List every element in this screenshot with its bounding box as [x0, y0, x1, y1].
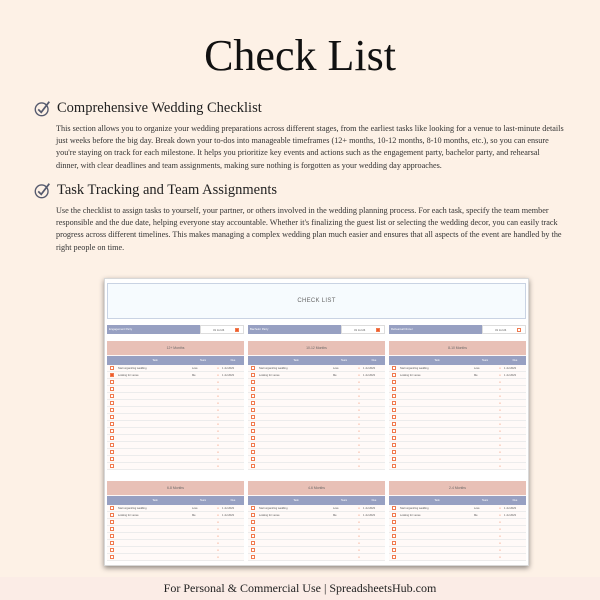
task-checkbox[interactable]: [251, 373, 255, 377]
task-checkbox[interactable]: [110, 555, 114, 559]
table-row: [248, 519, 385, 526]
dropdown-arrow-icon[interactable]: ▾: [217, 527, 219, 531]
table-row: [107, 505, 244, 512]
task-checkbox[interactable]: [110, 429, 114, 433]
dropdown-arrow-icon[interactable]: ▾: [358, 401, 360, 405]
dropdown-arrow-icon[interactable]: ▾: [499, 555, 501, 559]
table-row: [248, 414, 385, 421]
dropdown-arrow-icon[interactable]: ▾: [499, 408, 501, 412]
table-row: [107, 449, 244, 456]
task-checkbox[interactable]: [392, 380, 396, 384]
task-checkbox[interactable]: [251, 408, 255, 412]
dropdown-arrow-icon[interactable]: ▾: [499, 387, 501, 391]
table-row: [107, 442, 244, 449]
task-checkbox[interactable]: [110, 450, 114, 454]
task-cell[interactable]: Looking for venue: [400, 373, 421, 377]
table-row: [248, 505, 385, 512]
table-row: [107, 428, 244, 435]
task-checkbox[interactable]: [110, 401, 114, 405]
column-header: Task Team Due: [107, 496, 244, 505]
dropdown-arrow-icon[interactable]: ▾: [358, 513, 360, 517]
table-row: [248, 442, 385, 449]
due-cell[interactable]: 1 Jul 2023: [363, 506, 375, 510]
task-checkbox[interactable]: [251, 366, 255, 370]
table-row: [107, 421, 244, 428]
task-checkbox[interactable]: [392, 555, 396, 559]
task-checkbox[interactable]: [392, 415, 396, 419]
dropdown-arrow-icon[interactable]: ▾: [217, 394, 219, 398]
table-row: [389, 442, 526, 449]
team-cell[interactable]: Me: [474, 513, 478, 517]
task-checkbox[interactable]: [392, 408, 396, 412]
task-checkbox[interactable]: [251, 401, 255, 405]
table-row: [248, 435, 385, 442]
due-cell[interactable]: 1 Jul 2023: [363, 373, 375, 377]
table-row: [248, 386, 385, 393]
task-checkbox[interactable]: [110, 366, 114, 370]
dropdown-arrow-icon[interactable]: ▾: [358, 380, 360, 384]
task-checkbox[interactable]: [110, 422, 114, 426]
dropdown-arrow-icon[interactable]: ▾: [217, 366, 219, 370]
team-cell[interactable]: Me: [474, 373, 478, 377]
table-row: [248, 372, 385, 379]
timeframe-panel: [248, 481, 385, 561]
task-checkbox[interactable]: [251, 422, 255, 426]
event-checkbox[interactable]: [517, 328, 521, 332]
dropdown-arrow-icon[interactable]: ▾: [499, 429, 501, 433]
section-heading: Task Tracking and Team Assignments: [57, 182, 278, 198]
dropdown-arrow-icon[interactable]: ▾: [217, 422, 219, 426]
event-label: Rehearsal Dinner: [389, 325, 482, 334]
table-row: [389, 414, 526, 421]
dropdown-arrow-icon[interactable]: ▾: [358, 450, 360, 454]
task-checkbox[interactable]: [251, 527, 255, 531]
task-checkbox[interactable]: [251, 436, 255, 440]
team-cell[interactable]: Me: [333, 373, 337, 377]
dropdown-arrow-icon[interactable]: ▾: [217, 548, 219, 552]
table-row: [107, 519, 244, 526]
task-checkbox[interactable]: [392, 373, 396, 377]
task-cell[interactable]: Start organizing wedding: [259, 506, 288, 510]
panel-title: 2-4 Months: [389, 481, 526, 495]
column-header: Task Team Due: [389, 356, 526, 365]
task-checkbox[interactable]: [392, 506, 396, 510]
dropdown-arrow-icon[interactable]: ▾: [499, 443, 501, 447]
task-checkbox[interactable]: [110, 443, 114, 447]
event-label: Engagement Party: [107, 325, 200, 334]
table-row: [248, 379, 385, 386]
table-row: [389, 512, 526, 519]
task-cell[interactable]: Looking for venue: [400, 513, 421, 517]
dropdown-arrow-icon[interactable]: ▾: [358, 366, 360, 370]
task-cell[interactable]: Start organizing wedding: [118, 366, 147, 370]
table-row: [389, 519, 526, 526]
task-checkbox[interactable]: [110, 373, 114, 377]
event-date[interactable]: 31 Jul 24: [354, 327, 366, 332]
dropdown-arrow-icon[interactable]: ▾: [499, 380, 501, 384]
task-checkbox[interactable]: [251, 394, 255, 398]
table-row: [389, 505, 526, 512]
task-checkbox[interactable]: [251, 506, 255, 510]
section-task-tracking: [34, 182, 564, 254]
task-checkbox[interactable]: [392, 443, 396, 447]
due-cell[interactable]: 1 Jul 2023: [222, 506, 234, 510]
dropdown-arrow-icon[interactable]: ▾: [217, 401, 219, 405]
timeframe-panel: [107, 481, 244, 561]
task-checkbox[interactable]: [251, 443, 255, 447]
task-cell[interactable]: Looking for venue: [259, 373, 280, 377]
table-row: [248, 456, 385, 463]
dropdown-arrow-icon[interactable]: ▾: [217, 506, 219, 510]
table-row: [107, 554, 244, 561]
dropdown-arrow-icon[interactable]: ▾: [499, 506, 501, 510]
task-checkbox[interactable]: [251, 380, 255, 384]
table-row: [389, 435, 526, 442]
table-row: [107, 379, 244, 386]
table-row: [248, 449, 385, 456]
column-header: Task Team Due: [248, 496, 385, 505]
dropdown-arrow-icon[interactable]: ▾: [358, 520, 360, 524]
panel-title: 4-6 Months: [248, 481, 385, 495]
section-heading: Comprehensive Wedding Checklist: [57, 100, 262, 116]
dropdown-arrow-icon[interactable]: ▾: [217, 415, 219, 419]
task-checkbox[interactable]: [392, 520, 396, 524]
table-row: [389, 526, 526, 533]
table-row: [107, 463, 244, 470]
table-row: [389, 428, 526, 435]
dropdown-arrow-icon[interactable]: ▾: [217, 520, 219, 524]
task-checkbox[interactable]: [110, 394, 114, 398]
panel-title: 6-8 Months: [107, 481, 244, 495]
table-row: [107, 400, 244, 407]
task-checkbox[interactable]: [392, 394, 396, 398]
spreadsheet-preview: [104, 278, 529, 566]
table-row: [389, 540, 526, 547]
event-date[interactable]: 31 Jul 24: [495, 327, 507, 332]
panel-title: 8-10 Months: [389, 341, 526, 355]
team-cell[interactable]: Love: [333, 506, 339, 510]
task-cell[interactable]: Looking for venue: [259, 513, 280, 517]
due-cell[interactable]: 1 Jul 2023: [504, 513, 516, 517]
table-row: [107, 435, 244, 442]
team-cell[interactable]: Me: [192, 373, 196, 377]
due-cell[interactable]: 1 Jul 2023: [222, 373, 234, 377]
table-row: [107, 547, 244, 554]
table-row: [248, 512, 385, 519]
dropdown-arrow-icon[interactable]: ▾: [499, 541, 501, 545]
team-cell[interactable]: Love: [474, 506, 480, 510]
task-checkbox[interactable]: [110, 457, 114, 461]
dropdown-arrow-icon[interactable]: ▾: [217, 457, 219, 461]
check-circle-icon: [34, 100, 51, 117]
dropdown-arrow-icon[interactable]: ▾: [499, 394, 501, 398]
table-row: [107, 526, 244, 533]
task-checkbox[interactable]: [110, 380, 114, 384]
task-checkbox[interactable]: [110, 506, 114, 510]
table-row: [248, 421, 385, 428]
table-row: [389, 400, 526, 407]
table-row: [389, 547, 526, 554]
table-row: [248, 393, 385, 400]
dropdown-arrow-icon[interactable]: ▾: [499, 520, 501, 524]
dropdown-arrow-icon[interactable]: ▾: [358, 464, 360, 468]
table-row: [107, 372, 244, 379]
dropdown-arrow-icon[interactable]: ▾: [499, 401, 501, 405]
dropdown-arrow-icon[interactable]: ▾: [358, 443, 360, 447]
dropdown-arrow-icon[interactable]: ▾: [499, 513, 501, 517]
task-checkbox[interactable]: [110, 534, 114, 538]
dropdown-arrow-icon[interactable]: ▾: [217, 464, 219, 468]
timeframe-panel: [389, 481, 526, 561]
event-label: Bachelor Party: [248, 325, 341, 334]
dropdown-arrow-icon[interactable]: ▾: [358, 408, 360, 412]
task-checkbox[interactable]: [392, 401, 396, 405]
section-body: Use the checklist to assign tasks to yourself, your partner, or others involved in the wedding planning process. For each task, specify the team member responsible and the due date, helping everyone stay accountable. Whether it's finalizing the guest list or selecting the wedding decor, you can easily track progress across different timelines. This makes managing a complex wedding plan much easier and ensures that all aspects of the event are handled by the right people on time.: [56, 206, 562, 252]
table-row: [389, 463, 526, 470]
due-cell[interactable]: 1 Jul 2023: [504, 366, 516, 370]
task-checkbox[interactable]: [251, 387, 255, 391]
dropdown-arrow-icon[interactable]: ▾: [358, 527, 360, 531]
table-row: [389, 554, 526, 561]
page-title: Check List: [204, 31, 396, 80]
table-row: [248, 533, 385, 540]
event-row: [248, 325, 385, 334]
table-row: [107, 512, 244, 519]
table-row: [248, 540, 385, 547]
table-row: [107, 393, 244, 400]
dropdown-arrow-icon[interactable]: ▾: [217, 555, 219, 559]
sheet-title: CHECK LIST: [107, 283, 526, 319]
team-cell[interactable]: Love: [192, 506, 198, 510]
table-row: [248, 463, 385, 470]
team-cell[interactable]: Love: [474, 366, 480, 370]
dropdown-arrow-icon[interactable]: ▾: [358, 394, 360, 398]
check-circle-icon: [34, 182, 51, 199]
team-cell[interactable]: Love: [192, 366, 198, 370]
task-checkbox[interactable]: [251, 429, 255, 433]
event-row: [107, 325, 244, 334]
dropdown-arrow-icon[interactable]: ▾: [499, 373, 501, 377]
dropdown-arrow-icon[interactable]: ▾: [358, 422, 360, 426]
section-checklist: [34, 100, 564, 172]
task-checkbox[interactable]: [110, 415, 114, 419]
dropdown-arrow-icon[interactable]: ▾: [358, 373, 360, 377]
task-checkbox[interactable]: [392, 366, 396, 370]
task-checkbox[interactable]: [110, 513, 114, 517]
dropdown-arrow-icon[interactable]: ▾: [499, 548, 501, 552]
dropdown-arrow-icon[interactable]: ▾: [358, 429, 360, 433]
task-checkbox[interactable]: [110, 541, 114, 545]
task-checkbox[interactable]: [251, 548, 255, 552]
dropdown-arrow-icon[interactable]: ▾: [217, 541, 219, 545]
task-checkbox[interactable]: [392, 464, 396, 468]
task-cell[interactable]: Start organizing wedding: [400, 366, 429, 370]
task-checkbox[interactable]: [392, 527, 396, 531]
dropdown-arrow-icon[interactable]: ▾: [217, 436, 219, 440]
task-checkbox[interactable]: [392, 548, 396, 552]
task-checkbox[interactable]: [110, 520, 114, 524]
table-row: [248, 428, 385, 435]
task-checkbox[interactable]: [251, 513, 255, 517]
task-checkbox[interactable]: [392, 541, 396, 545]
table-row: [248, 526, 385, 533]
dropdown-arrow-icon[interactable]: ▾: [358, 506, 360, 510]
dropdown-arrow-icon[interactable]: ▾: [217, 408, 219, 412]
table-row: [389, 379, 526, 386]
task-checkbox[interactable]: [392, 436, 396, 440]
dropdown-arrow-icon[interactable]: ▾: [217, 443, 219, 447]
task-checkbox[interactable]: [392, 429, 396, 433]
table-row: [389, 407, 526, 414]
table-row: [107, 540, 244, 547]
dropdown-arrow-icon[interactable]: ▾: [499, 366, 501, 370]
due-cell[interactable]: 1 Jul 2023: [363, 366, 375, 370]
table-row: [107, 533, 244, 540]
task-checkbox[interactable]: [110, 387, 114, 391]
task-cell[interactable]: Start organizing wedding: [400, 506, 429, 510]
event-row: [389, 325, 526, 334]
task-checkbox[interactable]: [392, 450, 396, 454]
dropdown-arrow-icon[interactable]: ▾: [499, 464, 501, 468]
task-checkbox[interactable]: [251, 464, 255, 468]
table-row: [248, 407, 385, 414]
table-row: [107, 386, 244, 393]
table-row: [248, 400, 385, 407]
task-cell[interactable]: Looking for venue: [118, 373, 139, 377]
table-row: [107, 414, 244, 421]
task-checkbox[interactable]: [392, 387, 396, 391]
due-cell[interactable]: 1 Jul 2023: [363, 513, 375, 517]
task-checkbox[interactable]: [251, 534, 255, 538]
column-header: Task Team Due: [107, 356, 244, 365]
dropdown-arrow-icon[interactable]: ▾: [499, 534, 501, 538]
dropdown-arrow-icon[interactable]: ▾: [358, 387, 360, 391]
task-checkbox[interactable]: [251, 450, 255, 454]
task-checkbox[interactable]: [110, 436, 114, 440]
table-row: [107, 365, 244, 372]
task-checkbox[interactable]: [392, 422, 396, 426]
task-checkbox[interactable]: [251, 555, 255, 559]
task-checkbox[interactable]: [110, 408, 114, 412]
dropdown-arrow-icon[interactable]: ▾: [499, 422, 501, 426]
event-date[interactable]: 31 Jul 24: [213, 327, 225, 332]
due-cell[interactable]: 1 Jul 2023: [504, 373, 516, 377]
table-row: [389, 372, 526, 379]
dropdown-arrow-icon[interactable]: ▾: [217, 534, 219, 538]
dropdown-arrow-icon[interactable]: ▾: [358, 555, 360, 559]
dropdown-arrow-icon[interactable]: ▾: [358, 541, 360, 545]
dropdown-arrow-icon[interactable]: ▾: [358, 534, 360, 538]
table-row: [107, 456, 244, 463]
table-row: [389, 386, 526, 393]
task-checkbox[interactable]: [110, 464, 114, 468]
task-checkbox[interactable]: [251, 541, 255, 545]
dropdown-arrow-icon[interactable]: ▾: [217, 387, 219, 391]
panel-title: 12+ Months: [107, 341, 244, 355]
dropdown-arrow-icon[interactable]: ▾: [217, 373, 219, 377]
task-cell[interactable]: Start organizing wedding: [118, 506, 147, 510]
timeframe-panel: [107, 341, 244, 470]
dropdown-arrow-icon[interactable]: ▾: [358, 548, 360, 552]
team-cell[interactable]: Me: [192, 513, 196, 517]
dropdown-arrow-icon[interactable]: ▾: [499, 415, 501, 419]
table-row: [389, 449, 526, 456]
due-cell[interactable]: 1 Jul 2023: [222, 366, 234, 370]
dropdown-arrow-icon[interactable]: ▾: [217, 429, 219, 433]
footer: For Personal & Commercial Use | SpreadsheetsHub.com: [0, 577, 600, 600]
dropdown-arrow-icon[interactable]: ▾: [499, 457, 501, 461]
dropdown-arrow-icon[interactable]: ▾: [217, 513, 219, 517]
event-checkbox[interactable]: [376, 328, 380, 332]
task-checkbox[interactable]: [392, 513, 396, 517]
task-checkbox[interactable]: [110, 548, 114, 552]
dropdown-arrow-icon[interactable]: ▾: [499, 450, 501, 454]
dropdown-arrow-icon[interactable]: ▾: [217, 450, 219, 454]
due-cell[interactable]: 1 Jul 2023: [222, 513, 234, 517]
task-checkbox[interactable]: [251, 457, 255, 461]
section-body: This section allows you to organize your wedding preparations across different stages, from the earliest tasks like looking for a venue to last-minute details just weeks before the big day. Break down your to-dos into manageable timeframes (12+ months, 10-12 months, 8-10 months, etc.), so you can ensure you're staying on track for each milestone. It helps you prioritize key events and actions such as the engagement party, bachelor party, and rehearsal dinner, with clear deadlines and team assignments, making sure nothing is forgotten as your wedding day approaches.: [56, 124, 564, 170]
task-cell[interactable]: Looking for venue: [118, 513, 139, 517]
dropdown-arrow-icon[interactable]: ▾: [358, 457, 360, 461]
team-cell[interactable]: Me: [333, 513, 337, 517]
table-row: [248, 365, 385, 372]
table-row: [389, 456, 526, 463]
dropdown-arrow-icon[interactable]: ▾: [358, 415, 360, 419]
table-row: [389, 421, 526, 428]
dropdown-arrow-icon[interactable]: ▾: [499, 436, 501, 440]
task-checkbox[interactable]: [392, 534, 396, 538]
due-cell[interactable]: 1 Jul 2023: [504, 506, 516, 510]
table-row: [389, 393, 526, 400]
timeframe-panel: [248, 341, 385, 470]
dropdown-arrow-icon[interactable]: ▾: [499, 527, 501, 531]
timeframe-panel: [389, 341, 526, 470]
column-header: Task Team Due: [389, 496, 526, 505]
table-row: [107, 407, 244, 414]
task-checkbox[interactable]: [110, 527, 114, 531]
table-row: [389, 533, 526, 540]
panel-title: 10-12 Months: [248, 341, 385, 355]
team-cell[interactable]: Love: [333, 366, 339, 370]
task-checkbox[interactable]: [392, 457, 396, 461]
task-checkbox[interactable]: [251, 520, 255, 524]
table-row: [389, 365, 526, 372]
table-row: [248, 554, 385, 561]
event-checkbox[interactable]: [235, 328, 239, 332]
dropdown-arrow-icon[interactable]: ▾: [217, 380, 219, 384]
task-cell[interactable]: Start organizing wedding: [259, 366, 288, 370]
dropdown-arrow-icon[interactable]: ▾: [358, 436, 360, 440]
task-checkbox[interactable]: [251, 415, 255, 419]
column-header: Task Team Due: [248, 356, 385, 365]
table-row: [248, 547, 385, 554]
